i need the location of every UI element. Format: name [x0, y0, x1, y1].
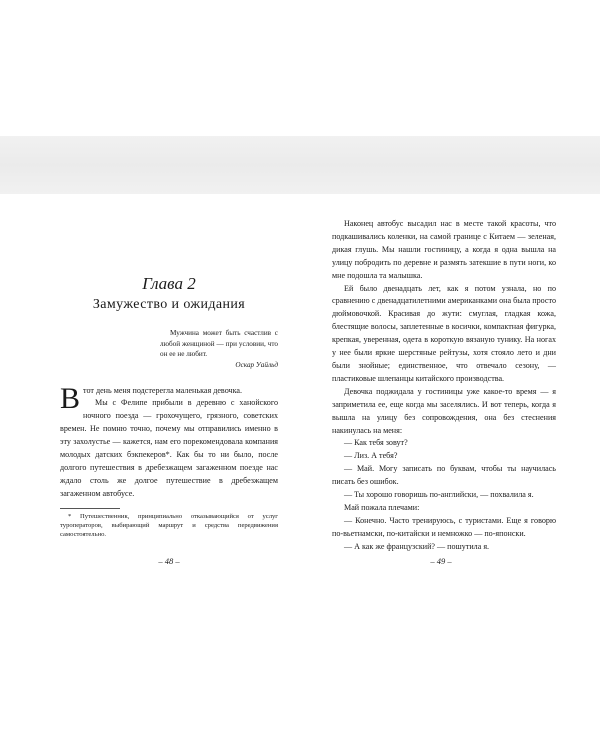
- dialogue-line: — Май. Могу записать по буквам, чтобы ты научилась писать без ошибок.: [332, 464, 556, 487]
- body-paragraph: Наконец автобус высадил нас в месте такой красоты, что подкашивались коленки, на самой границе с Китаем — зеленая, дикая глушь. Мы нашли гостиницу, а когда я одна вышла на улицу побродить по деревне и размять затекшие в пути ноги, ко мне подошла та малышка.: [332, 219, 556, 280]
- epigraph-author: Оскар Уайльд: [235, 360, 278, 369]
- first-paragraph: [60, 381, 278, 415]
- drop-cap: В: [60, 381, 81, 415]
- page-number-left: – 48 –: [158, 556, 180, 566]
- dialogue-line: — Лиз. А тебя?: [344, 451, 398, 461]
- body-paragraph: Мы с Фелипе прибыли в деревню с ханойского ночного поезда — грохочущего, грязного, советских времен. Не помню точно, почему мы отправились именно в эту захолустье — кажется, нам его порекомендовала компания молодых датских бэкпекеров*. Как бы то ни было, после долгого путешествия в дребезжащем загаженном поезде нас ждало столь же долгое путешествие в дребезжащем загаженном автобусе.: [60, 398, 278, 498]
- chapter-number: Глава 2: [142, 274, 196, 293]
- body-paragraph: Девочка поджидала у гостиницы уже какое-то время — я заприметила ее, еще когда мы заселялись. И вот теперь, когда я вышла на улицу без сопровождения, она без стеснения накинулась на меня:: [332, 386, 556, 435]
- dialogue-line: — Как тебя зовут?: [344, 438, 408, 448]
- background-band: [0, 136, 600, 194]
- dialogue-line: — Ты хорошо говоришь по-английски, — похвалила я.: [344, 490, 534, 500]
- body-paragraph: Май пожала плечами:: [344, 502, 420, 512]
- dialogue-line: — Конечно. Часто тренируюсь, с туристами. Еще я говорю по-вьетнамски, по-китайски и немножко — по-японски.: [332, 515, 556, 538]
- footnote: * Путешественник, принципиально отказывающийся от услуг туроператоров, выбирающий маршрут и средства передвижения самостоятельно.: [60, 512, 278, 538]
- first-paragraph-text: тот день меня подстерегла маленькая девочка.: [83, 385, 243, 395]
- right-page: [332, 218, 556, 554]
- page-number-right: – 49 –: [430, 556, 452, 566]
- epigraph: Мужчина может быть счастлив с любой женщиной — при условии, что он ее не любит.: [160, 329, 278, 358]
- body-paragraph: Ей было двенадцать лет, как я потом узнала, но по сравнению с двенадцатилетними американками она была просто дюймовочкой. Красивая до жути: смуглая, гладкая кожа, блестящие волосы, заплетенные в косички, компактная фигурка, крепкая, уверенная, одета в короткую вязаную тунику. На ногах у нее были яркие шерстяные рейтузы, хотя стояло лето и дни были знойные; единственное, что отвечало сезону, — пластиковые шлепанцы китайского производства.: [332, 283, 556, 383]
- footnote-divider: [60, 508, 120, 509]
- chapter-title: Замужество и ожидания: [92, 297, 246, 312]
- dialogue-line: — А как же французский? — пошутила я.: [344, 541, 490, 551]
- left-page: [60, 218, 278, 539]
